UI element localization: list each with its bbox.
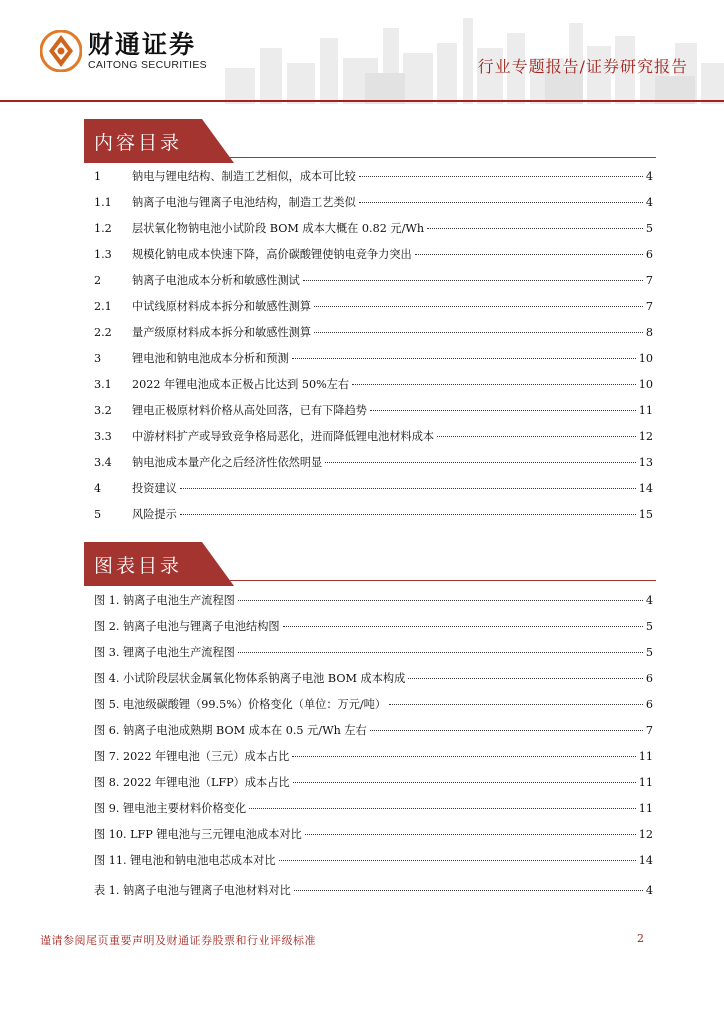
dot-leader	[238, 600, 643, 601]
toc-entry-title: 钠电池成本量产化之后经济性依然明显	[132, 456, 323, 469]
page-number: 11	[638, 776, 653, 789]
page-number: 4	[645, 170, 653, 183]
list-of-figures	[94, 592, 653, 878]
dot-leader	[359, 202, 643, 203]
toc-entry-title: 规模化钠电成本快速下降，高价碳酸锂使钠电竞争力突出	[132, 248, 412, 261]
header-divider	[0, 100, 724, 102]
figure-entry[interactable]	[94, 748, 653, 774]
page-number: 7	[645, 300, 653, 313]
toc-entry[interactable]	[94, 402, 653, 428]
logo-chinese-name: 财通证券	[88, 30, 197, 59]
page-number: 7	[645, 274, 653, 287]
figure-entry[interactable]	[94, 696, 653, 722]
page-number: 7	[645, 724, 653, 737]
toc-entry-title: 层状氧化物钠电池小试阶段 BOM 成本大概在 0.82 元/Wh	[132, 222, 425, 235]
page-number: 10	[638, 378, 653, 391]
page-number: 4	[645, 594, 653, 607]
toc-entry[interactable]	[94, 480, 653, 506]
toc-entry-title: 锂电池和钠电池成本分析和预测	[132, 352, 289, 365]
dot-leader	[294, 890, 643, 891]
page-number: 5	[645, 620, 653, 633]
dot-leader	[293, 782, 636, 783]
dot-leader	[180, 488, 636, 489]
contents-banner	[84, 119, 656, 163]
toc-entry-title: 钠电与锂电结构、制造工艺相似，成本可比较	[132, 170, 356, 183]
figure-entry-title: 图 7. 2022 年锂电池（三元）成本占比	[94, 750, 290, 763]
toc-entry-number: 4	[94, 482, 102, 495]
toc-entry-number: 2.1	[94, 300, 112, 313]
page-number: 6	[645, 698, 653, 711]
report-type-label: 行业专题报告/证券研究报告	[477, 57, 688, 76]
dot-leader	[249, 808, 636, 809]
dot-leader	[359, 176, 643, 177]
toc-entry-title: 量产级原材料成本拆分和敏感性测算	[132, 326, 312, 339]
toc-entry-title: 中试线原材料成本拆分和敏感性测算	[132, 300, 312, 313]
toc-entry-number: 1.3	[94, 248, 112, 261]
page-number: 5	[645, 646, 653, 659]
page-number: 8	[645, 326, 653, 339]
figure-entry[interactable]	[94, 618, 653, 644]
figure-entry[interactable]	[94, 774, 653, 800]
toc-entry-number: 5	[94, 508, 102, 521]
page-number: 11	[638, 750, 653, 763]
figure-entry-title: 图 5. 电池级碳酸锂（99.5%）价格变化（单位：万元/吨）	[94, 698, 387, 711]
figure-entry[interactable]	[94, 826, 653, 852]
dot-leader	[427, 228, 643, 229]
dot-leader	[325, 462, 636, 463]
toc-entry[interactable]	[94, 454, 653, 480]
page-header	[0, 0, 724, 104]
toc-entry[interactable]	[94, 376, 653, 402]
toc-entry[interactable]	[94, 194, 653, 220]
contents-title: 内容目录	[94, 132, 183, 154]
page-number: 14	[638, 854, 653, 867]
dot-leader	[283, 626, 643, 627]
figures-banner	[84, 542, 656, 586]
figure-entry-title: 图 11. 锂电池和钠电池电芯成本对比	[94, 854, 276, 867]
page-number: 14	[638, 482, 653, 495]
dot-leader	[180, 514, 636, 515]
page-number: 10	[638, 352, 653, 365]
toc-entry-title: 钠离子电池与锂离子电池结构，制造工艺类似	[132, 196, 356, 209]
toc-entry[interactable]	[94, 350, 653, 376]
dot-leader	[370, 730, 643, 731]
figure-entry[interactable]	[94, 644, 653, 670]
figure-entry[interactable]	[94, 670, 653, 696]
dot-leader	[279, 860, 636, 861]
page-number: 12	[638, 430, 653, 443]
toc-entry-title: 锂电正极原材料价格从高处回落，已有下降趋势	[132, 404, 367, 417]
dot-leader	[292, 756, 635, 757]
toc-entry[interactable]	[94, 298, 653, 324]
toc-entry[interactable]	[94, 168, 653, 194]
figure-entry-title: 图 2. 钠离子电池与锂离子电池结构图	[94, 620, 280, 633]
dot-leader	[305, 834, 636, 835]
figure-entry[interactable]	[94, 722, 653, 748]
figure-entry-title: 图 1. 钠离子电池生产流程图	[94, 594, 235, 607]
figure-entry-title: 表 1. 钠离子电池与锂离子电池材料对比	[94, 884, 291, 897]
toc-entry[interactable]	[94, 246, 653, 272]
toc-entry-number: 2	[94, 274, 102, 287]
page-number: 12	[638, 828, 653, 841]
dot-leader	[303, 280, 643, 281]
toc-entry[interactable]	[94, 272, 653, 298]
toc-entry[interactable]	[94, 324, 653, 350]
dot-leader	[314, 306, 643, 307]
toc-entry-number: 2.2	[94, 326, 112, 339]
figure-entry[interactable]	[94, 882, 653, 908]
toc-entry[interactable]	[94, 428, 653, 454]
page-number: 13	[638, 456, 653, 469]
figure-entry[interactable]	[94, 800, 653, 826]
dot-leader	[238, 652, 643, 653]
footer-page-number: 2	[637, 932, 644, 945]
toc-entry[interactable]	[94, 220, 653, 246]
toc-entry-number: 1.2	[94, 222, 112, 235]
figure-entry[interactable]	[94, 852, 653, 878]
company-logo	[40, 30, 207, 72]
page-number: 6	[645, 248, 653, 261]
toc-entry-title: 风险提示	[132, 508, 177, 521]
dot-leader	[437, 436, 636, 437]
figure-entry-title: 图 8. 2022 年锂电池（LFP）成本占比	[94, 776, 290, 789]
toc-entry[interactable]	[94, 506, 653, 532]
page-number: 15	[638, 508, 653, 521]
dot-leader	[370, 410, 636, 411]
toc-entry-number: 3.1	[94, 378, 112, 391]
toc-entry-title: 中游材料扩产或导致竞争格局恶化，进而降低锂电池材料成本	[132, 430, 435, 443]
caitong-logo-icon	[40, 30, 82, 72]
toc-entry-title: 2022 年锂电池成本正极占比达到 50%左右	[132, 378, 350, 391]
figures-title: 图表目录	[94, 555, 183, 577]
figure-entry-title: 图 6. 钠离子电池成熟期 BOM 成本在 0.5 元/Wh 左右	[94, 724, 367, 737]
contents-banner-line	[84, 157, 656, 159]
list-of-tables	[94, 882, 653, 908]
dot-leader	[408, 678, 643, 679]
figure-entry-title: 图 9. 锂电池主要材料价格变化	[94, 802, 247, 815]
toc-entry-number: 3	[94, 352, 102, 365]
toc-entry-number: 1	[94, 170, 102, 183]
page-number: 11	[638, 802, 653, 815]
page-number: 4	[645, 884, 653, 897]
toc-entry-number: 3.3	[94, 430, 112, 443]
toc-entry-title: 钠离子电池成本分析和敏感性测试	[132, 274, 300, 287]
dot-leader	[415, 254, 643, 255]
toc-entry-number: 1.1	[94, 196, 112, 209]
dot-leader	[314, 332, 643, 333]
page-number: 5	[645, 222, 653, 235]
page-number: 4	[645, 196, 653, 209]
toc-entry-title: 投资建议	[132, 482, 177, 495]
figures-banner-line	[84, 580, 656, 582]
table-of-contents	[94, 168, 653, 532]
figure-entry-title: 图 10. LFP 锂电池与三元锂电池成本对比	[94, 828, 302, 841]
figure-entry-title: 图 4. 小试阶段层状金属氧化物体系钠离子电池 BOM 成本构成	[94, 672, 406, 685]
dot-leader	[292, 358, 636, 359]
figure-entry[interactable]	[94, 592, 653, 618]
toc-entry-number: 3.4	[94, 456, 112, 469]
footer-disclaimer: 谨请参阅尾页重要声明及财通证券股票和行业评级标准	[40, 934, 316, 947]
logo-english-name: CAITONG SECURITIES	[88, 59, 207, 71]
toc-entry-number: 3.2	[94, 404, 112, 417]
page-number: 6	[645, 672, 653, 685]
dot-leader	[352, 384, 636, 385]
page-number: 11	[638, 404, 653, 417]
dot-leader	[389, 704, 643, 705]
figure-entry-title: 图 3. 锂离子电池生产流程图	[94, 646, 235, 659]
